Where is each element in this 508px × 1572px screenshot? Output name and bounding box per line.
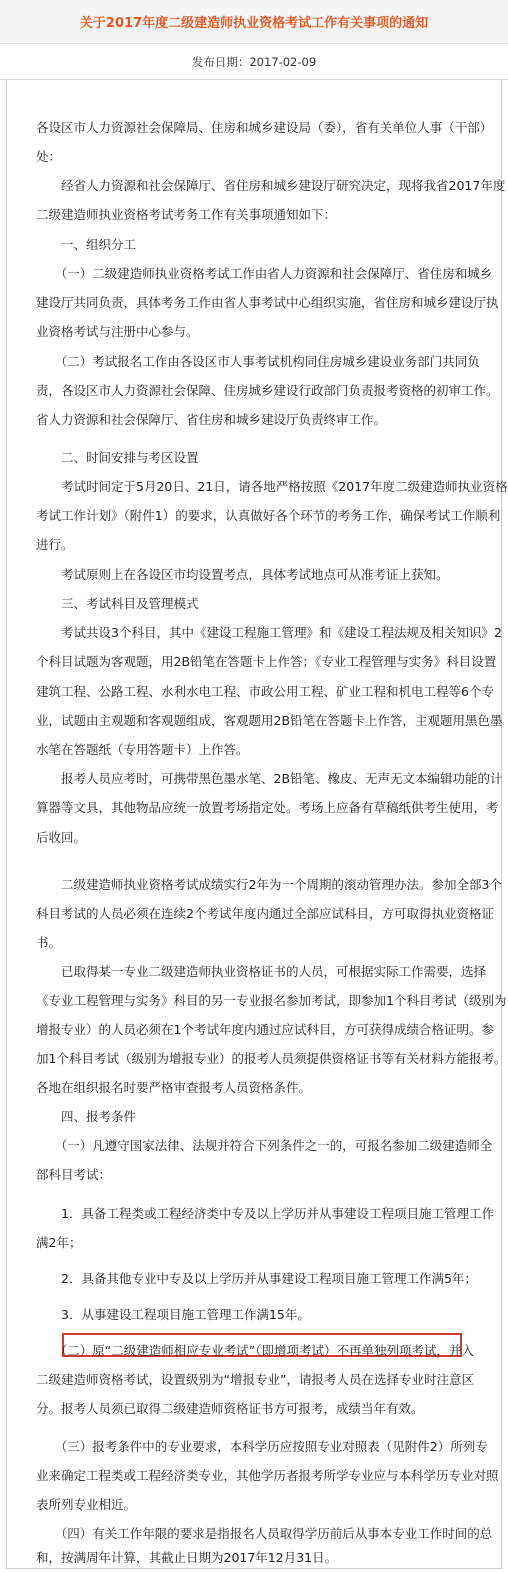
- publish-date-row: [0, 44, 508, 80]
- body-line: （二）考试报名工作由各设区市人事考试机构同住房城乡建设业务部门共同负: [36, 354, 480, 369]
- body-line: 算器等文具，其他物品应统一放置考场指定处。考场上应备有草稿纸供考生使用，考: [36, 800, 499, 815]
- title-bar: [0, 0, 508, 44]
- body-line: 3．从事建设工程项目施工管理工作满15年。: [36, 1307, 310, 1322]
- body-line: 和，按满周年计算，其截止日期为2017年12月31日。: [36, 1550, 338, 1565]
- body-line: （三）报考条件中的专业要求，本科学历应按照专业对照表（见附件2）所列专: [36, 1439, 488, 1454]
- body-line: 增报专业）的人员必须在1个考试年度内通过应试科目，方可获得成绩合格证明。参: [36, 1022, 494, 1037]
- body-line: （一）二级建造师执业资格考试工作由省人力资源和社会保障厅、省住房和城乡: [36, 266, 493, 281]
- body-line: 部科目考试：: [36, 1167, 112, 1182]
- body-line: 考试原则上在各设区市均设置考点，具体考试地点可从准考证上获知。: [36, 567, 449, 582]
- body-line: 1．具备工程类或工程经济类中专及以上学历并从事建设工程项目施工管理工作: [36, 1206, 494, 1221]
- body-line: 各设区市人力资源社会保障局、住房和城乡建设局（委），省有关单位人事（干部）: [36, 120, 493, 135]
- body-line: （四）有关工作年限的要求是指报名人员取得学历前后从事本专业工作时间的总: [36, 1526, 493, 1541]
- body-line: 水笔在答题纸（专用答题卡）上作答。: [36, 742, 249, 757]
- body-line: 报考人员应考时，可携带黑色墨水笔、2B铅笔、橡皮、无声无文本编辑功能的计: [36, 771, 503, 786]
- body-line: 省人力资源和社会保障厅、省住房和城乡建设厅负责终审工作。: [36, 412, 387, 427]
- notice-title: 关于2017年度二级建造师执业资格考试工作有关事项的通知: [79, 16, 429, 31]
- section-heading: 二、时间安排与考区设置: [36, 450, 199, 465]
- body-line: 业来确定工程类或工程经济类专业，其他学历者报考所学专业应与本科学历专业对照: [36, 1468, 499, 1483]
- body-line: 进行。: [36, 537, 74, 552]
- section-heading: 四、报考条件: [36, 1109, 137, 1124]
- highlighted-condition: 2．具备其他专业中专及以上学历并从事建设工程项目施工管理工作满5年；: [36, 1271, 477, 1286]
- body-line: 各地在组织报名时要严格审查报考人员资格条件。: [36, 1080, 312, 1095]
- notice-body: [6, 80, 508, 1569]
- body-line: 考试时间定于5月20日、21日，请各地严格按照《2017年度二级建造师执业资格: [36, 479, 508, 494]
- body-line: 《专业工程管理与实务》科目的另一专业报名参加考试，即参加1个科目考试（级别为: [36, 993, 507, 1008]
- body-line: 建筑工程、公路工程、水利水电工程、市政公用工程、矿业工程和机电工程等6个专: [36, 684, 494, 699]
- body-line: （二）原“二级建造师相应专业考试”（即增项考试）不再单独列项考试，并入: [36, 1343, 474, 1358]
- body-line: 分。报考人员须已取得二级建造师资格证书方可报考，成绩当年有效。: [36, 1401, 424, 1416]
- body-line: （一）凡遵守国家法律、法规并符合下列条件之一的，可报名参加二级建造师全: [36, 1138, 493, 1153]
- body-line: 加1个科目考试（级别为增报专业）的报考人员须提供资格证书等有关材料方能报考。: [36, 1051, 507, 1066]
- body-line: 考试工作计划》（附件1）的要求，认真做好各个环节的考务工作，确保考试工作顺利: [36, 508, 501, 523]
- body-line: 考试共设3个科目，其中《建设工程施工管理》和《建设工程法规及相关知识》2: [36, 625, 502, 640]
- body-line: 二级建造师资格考试，设置级别为“增报专业”，请报考人员在选择专业时注意区: [36, 1372, 474, 1387]
- body-line: 满2年；: [36, 1235, 82, 1250]
- body-line: 科目考试的人员必须在连续2个考试年度内通过全部应试科目，方可取得执业资格证: [36, 906, 494, 921]
- section-heading: 一、组织分工: [36, 237, 137, 252]
- body-line: 表所列专业相近。: [36, 1497, 137, 1512]
- body-line: 二级建造师执业资格考试考务工作有关事项通知如下：: [36, 207, 337, 222]
- body-line: 处：: [36, 149, 62, 164]
- body-line: 二级建造师执业资格考试成绩实行2年为一个周期的滚动管理办法。参加全部3个: [36, 877, 502, 892]
- section-heading: 三、考试科目及管理模式: [36, 596, 199, 611]
- body-line: 后收回。: [36, 830, 87, 845]
- body-line: 业资格考试与注册中心参与。: [36, 324, 199, 339]
- body-line: 书。: [36, 935, 62, 950]
- body-line: 经省人力资源和社会保障厅、省住房和城乡建设厅研究决定，现将我省2017年度: [36, 178, 506, 193]
- body-line: 业，试题由主观题和客观题组成，客观题用2B铅笔在答题卡上作答，主观题用黑色墨: [36, 713, 503, 728]
- body-line: 建设厅共同负责，具体考务工作由省人事考试中心组织实施，省住房和城乡建设厅执: [36, 295, 499, 310]
- publish-date-value: 2017-02-09: [249, 54, 317, 69]
- body-line: 已取得某一专业二级建造师执业资格证书的人员，可根据实际工作需要，选择: [36, 964, 487, 979]
- publish-date-label: 发布日期：: [191, 54, 250, 69]
- body-line: 个科目试题为客观题，用2B铅笔在答题卡上作答；《专业工程管理与实务》科目设置: [36, 654, 497, 669]
- body-line: 责，各设区市人力资源社会保障、住房城乡建设行政部门负责报考资格的初审工作。: [36, 383, 499, 398]
